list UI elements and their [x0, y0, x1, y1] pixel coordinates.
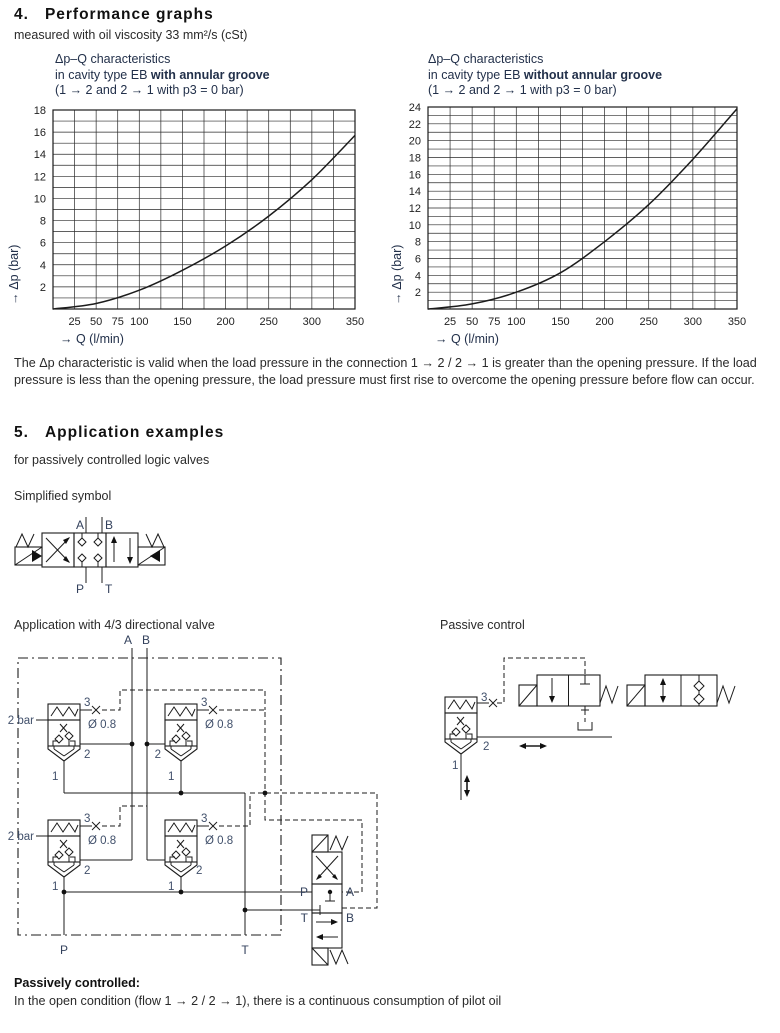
x-tick-label: 300: [302, 316, 322, 328]
pilot-valve-nc: [519, 675, 618, 730]
y-tick-label: 14: [33, 149, 46, 162]
parallel-arrows: [111, 536, 133, 564]
passive-port3-label: 3: [481, 692, 488, 704]
x-tick-label: 50: [90, 316, 103, 328]
y-tick-label: 22: [408, 118, 421, 131]
left-chart-title: [55, 52, 375, 99]
y-tick-label: 10: [408, 219, 421, 232]
flow-direction-arrows: [464, 743, 547, 797]
directional-valve-43: [300, 835, 354, 965]
y-tick-label: 2: [39, 281, 46, 294]
left-chart-title-line1: Δp–Q characteristics: [55, 52, 171, 66]
svg-text:3: 3: [201, 697, 208, 709]
return-t-label: T: [241, 943, 249, 957]
right-chart-title-line3: (1 → 2 and 2 → 1 with p3 = 0 bar): [428, 83, 617, 97]
svg-text:1: 1: [52, 881, 59, 893]
x-tick-label: 75: [111, 316, 124, 328]
x-tick-label: 100: [507, 316, 526, 328]
passive-port2-label: 2: [483, 741, 490, 753]
svg-text:3: 3: [201, 813, 208, 825]
y-tick-label: 8: [414, 236, 421, 249]
application-label: Application with 4/3 directional valve: [14, 618, 215, 632]
check-valve-diamonds: [78, 533, 102, 567]
svg-text:Ø 0.8: Ø 0.8: [88, 835, 117, 847]
logic-valve-2: [165, 704, 217, 761]
section-4-number: 4.: [14, 6, 29, 23]
y-tick-label: 20: [408, 135, 421, 148]
port-lines: [86, 517, 102, 583]
x-tick-label: 150: [551, 316, 570, 328]
x-tick-label: 350: [727, 316, 747, 328]
simplified-symbol-diagram: [10, 505, 210, 597]
y-tick-label: 4: [414, 270, 421, 283]
port-t-label: T: [105, 582, 113, 596]
dp-q-chart-without-annular-groove: [383, 100, 780, 350]
y-tick-label: 12: [408, 203, 421, 215]
y-tick-label: 16: [408, 169, 421, 182]
x-tick-label: 150: [173, 316, 192, 328]
y-tick-label: 12: [33, 171, 46, 184]
logic-valve-4: [165, 820, 217, 877]
valve-p-label: P: [299, 885, 308, 899]
footer-bold: Passively controlled:: [14, 976, 140, 990]
y-tick-label: 18: [408, 152, 421, 165]
passive-control-diagram: [430, 648, 780, 813]
x-tick-label: 25: [443, 316, 457, 328]
port-b-label: B: [105, 518, 114, 532]
x-tick-label: 25: [68, 316, 81, 328]
y-tick-label: 6: [414, 253, 421, 266]
manifold-enclosure: [18, 658, 281, 935]
svg-text:Ø 0.8: Ø 0.8: [88, 719, 117, 731]
x-tick-label: 300: [683, 316, 703, 328]
work-lines-ab: [132, 648, 147, 860]
y-axis-label: → Δp (bar): [7, 244, 21, 305]
y-tick-label: 10: [33, 193, 46, 206]
x-tick-label: 200: [216, 316, 235, 328]
x-tick-label: 250: [639, 316, 658, 328]
x-tick-label: 200: [595, 316, 614, 328]
tank-symbol: [578, 722, 592, 730]
svg-text:2 bar: 2 bar: [7, 715, 34, 727]
application-schematic: [0, 632, 460, 988]
valve-a-label: A: [346, 885, 355, 899]
valve-body: [42, 533, 138, 567]
chart-plot: [7, 105, 364, 346]
y-tick-label: 14: [408, 186, 421, 199]
left-chart-title-line3: (1 → 2 and 2 → 1 with p3 = 0 bar): [55, 83, 244, 97]
section-5-title: Application examples: [44, 424, 225, 441]
svg-text:2: 2: [154, 749, 161, 761]
chart-plot: [390, 102, 746, 346]
x-axis-label: → Q (l/min): [435, 332, 499, 346]
right-chart-title-line1: Δp–Q characteristics: [428, 52, 544, 66]
y-axis-label: → Δp (bar): [390, 244, 404, 305]
passive-control-label: Passive control: [440, 618, 525, 632]
x-tick-label: 100: [130, 316, 149, 328]
svg-text:3: 3: [84, 813, 91, 825]
section-4-heading: [14, 6, 214, 24]
port-p-label: P: [76, 582, 85, 596]
valve-b-label: B: [346, 911, 355, 925]
svg-text:1: 1: [52, 771, 59, 783]
pilot-valve-bypass: [627, 675, 735, 706]
svg-text:2: 2: [196, 865, 203, 877]
passive-port1-label: 1: [452, 760, 459, 772]
right-chart-title: [428, 52, 758, 99]
valve-t-label: T: [300, 911, 308, 925]
note-paragraph: The Δp characteristic is valid when the load pressure in the connection 1 → 2 / 2 → 1 is greater than the opening pressure. If the load pressure is less than the opening pressure, the load pressure must first rise to overcome the opening pressure before flow can occur.: [14, 356, 757, 387]
section-4-title: Performance graphs: [44, 6, 214, 23]
logic-valve-1: [48, 704, 100, 761]
section-5-number: 5.: [14, 424, 29, 441]
left-solenoid: [15, 534, 42, 565]
y-tick-label: 16: [33, 127, 46, 140]
y-tick-label: 4: [39, 259, 46, 272]
y-tick-label: 18: [33, 105, 46, 117]
port-a-label: A: [76, 518, 85, 532]
y-tick-label: 2: [414, 287, 421, 300]
x-tick-label: 250: [259, 316, 278, 328]
footer-text: In the open condition (flow 1 → 2 / 2 → 1), there is a continuous consumption of pilot oil: [14, 994, 502, 1008]
supply-p-label: P: [59, 943, 69, 957]
svg-text:1: 1: [168, 881, 175, 893]
logic-valve-3: [48, 820, 100, 877]
left-chart-title-line2: in cavity type EB with annular groove: [55, 67, 270, 82]
svg-text:Ø 0.8: Ø 0.8: [205, 719, 234, 731]
right-chart-title-line2: in cavity type EB without annular groove: [428, 67, 663, 82]
crossed-arrows: [46, 537, 70, 563]
dp-q-chart-with-annular-groove: [0, 100, 380, 350]
svg-text:1: 1: [168, 771, 175, 783]
svg-text:Ø 0.8: Ø 0.8: [205, 835, 234, 847]
y-tick-label: 8: [39, 215, 46, 228]
section-4-subtitle: measured with oil viscosity 33 mm²/s (cSt): [14, 28, 248, 42]
svg-text:3: 3: [84, 697, 91, 709]
line-a-label: A: [124, 633, 133, 647]
line-b-label: B: [142, 633, 151, 647]
x-tick-label: 50: [466, 316, 479, 328]
simplified-symbol-label: Simplified symbol: [14, 489, 112, 503]
section-5-subtitle: for passively controlled logic valves: [14, 453, 210, 467]
y-tick-label: 24: [408, 102, 421, 114]
x-axis-label: → Q (l/min): [60, 332, 124, 346]
svg-text:2: 2: [84, 865, 91, 877]
section-5-heading: [14, 424, 224, 442]
x-tick-label: 350: [345, 316, 365, 328]
valve-3-labels: [8, 813, 116, 893]
svg-text:2: 2: [84, 749, 91, 761]
pilot-dashed-lines: [102, 690, 377, 908]
svg-text:2 bar: 2 bar: [7, 831, 34, 843]
x-tick-label: 75: [488, 316, 501, 328]
right-solenoid: [138, 534, 165, 565]
y-tick-label: 6: [39, 237, 46, 250]
